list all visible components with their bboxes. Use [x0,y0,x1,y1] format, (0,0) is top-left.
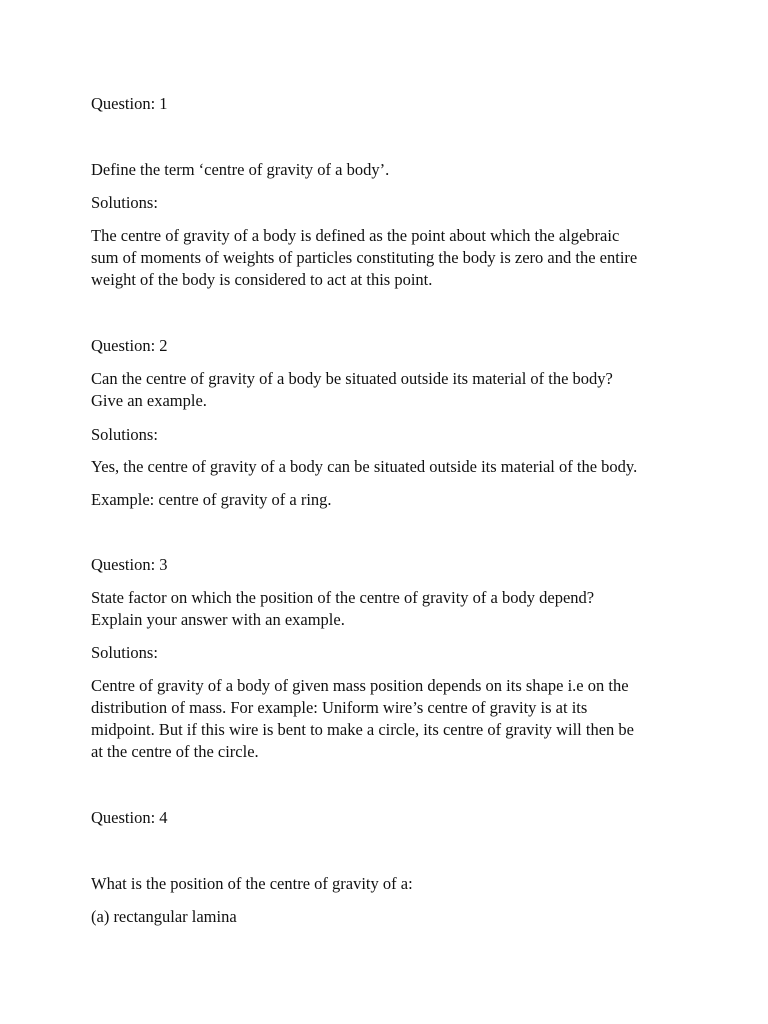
question-1-solutions-label: Solutions: [91,193,158,212]
question-1-heading: Question: 1 [91,94,168,113]
question-4-sub-item-a: (a) rectangular lamina [91,907,237,926]
question-3-answer [91,675,691,763]
answer-line: The centre of gravity of a body is defined as the point about which the algebraic [91,226,620,245]
question-2-answer-1: Yes, the centre of gravity of a body can be situated outside its material of the body. [91,457,638,476]
prompt-line: Give an example. [91,391,207,410]
question-3-solutions-label: Solutions: [91,643,158,662]
answer-line: weight of the body is considered to act at this point. [91,270,433,289]
question-1-answer [91,225,691,291]
question-2-solutions-label: Solutions: [91,425,158,444]
answer-line: Centre of gravity of a body of given mass position depends on its shape i.e on the [91,676,629,695]
prompt-line: Can the centre of gravity of a body be situated outside its material of the body? [91,369,613,388]
prompt-line: Explain your answer with an example. [91,610,345,629]
answer-line: distribution of mass. For example: Uniform wire’s centre of gravity is at its [91,698,588,717]
answer-line: sum of moments of weights of particles constituting the body is zero and the entire [91,248,638,267]
question-4-heading: Question: 4 [91,808,168,827]
prompt-line: State factor on which the position of the centre of gravity of a body depend? [91,588,595,607]
question-1-prompt: Define the term ‘centre of gravity of a body’. [91,160,390,179]
question-2-answer-2: Example: centre of gravity of a ring. [91,490,332,509]
question-3-heading: Question: 3 [91,555,168,574]
answer-line: at the centre of the circle. [91,742,259,761]
question-2-heading: Question: 2 [91,336,168,355]
question-2-prompt [91,368,691,412]
question-3-prompt [91,587,691,631]
question-4-prompt: What is the position of the centre of gravity of a: [91,874,413,893]
answer-line: midpoint. But if this wire is bent to make a circle, its centre of gravity will then be [91,720,634,739]
